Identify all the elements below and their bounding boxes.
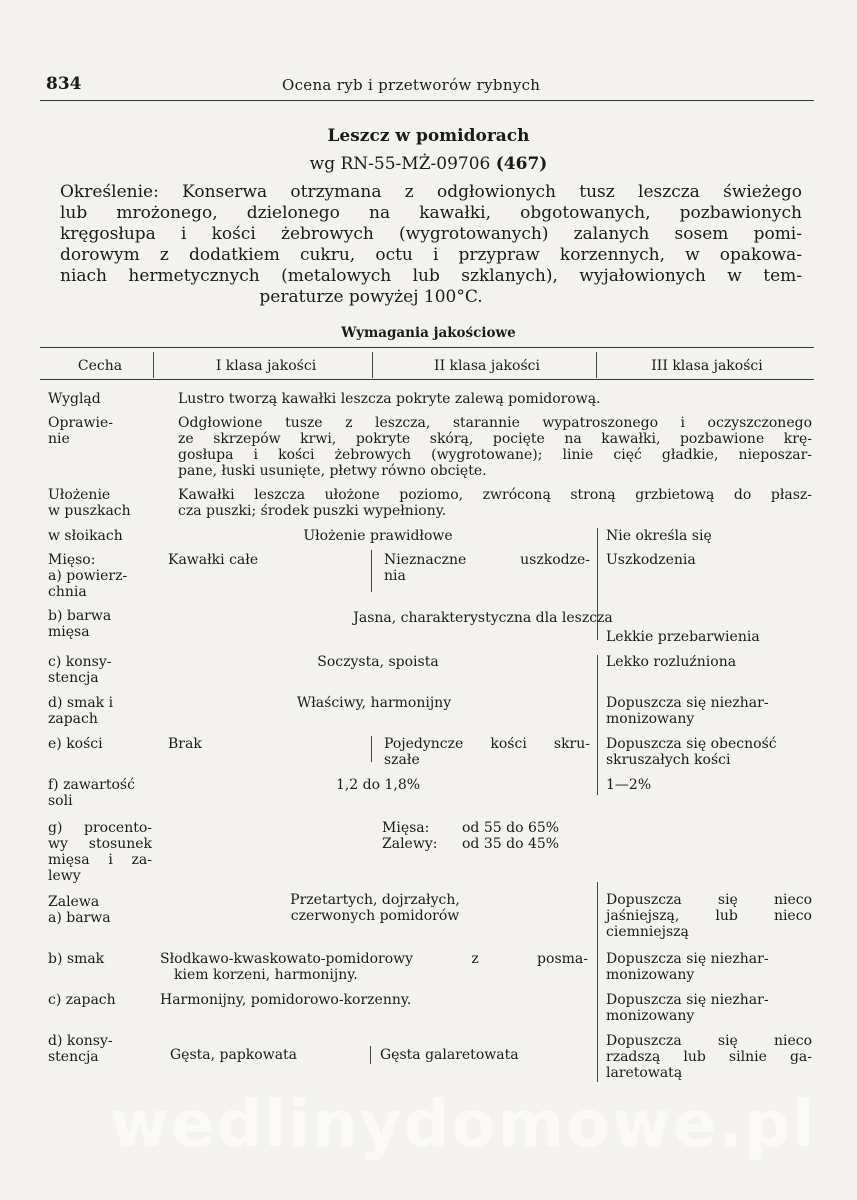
cecha-label: c) konsy- bbox=[48, 654, 112, 670]
cecha-label: nie bbox=[48, 431, 70, 447]
value-line: laretowatą bbox=[606, 1065, 683, 1081]
cecha-label: lewy bbox=[48, 868, 81, 884]
definition-line: dorowym z dodatkiem cukru, octu i przypraw korzennych, w opakowa- bbox=[60, 245, 802, 265]
smak-zapach-class-1-2: Właściwy, harmonijny bbox=[296, 695, 452, 711]
cecha-label: mięsa bbox=[48, 624, 90, 640]
cecha-konsystencja-miesa bbox=[48, 654, 152, 686]
smak-zapach-class-3 bbox=[606, 695, 769, 727]
cecha-label: d) konsy- bbox=[48, 1033, 113, 1049]
cecha-label: chnia bbox=[48, 584, 87, 600]
konsystencja-class-3: Lekko rozluźniona bbox=[606, 654, 737, 670]
value-line: kiem korzeni, harmonijny. bbox=[174, 967, 358, 983]
cecha-label: stencja bbox=[48, 1049, 99, 1065]
value-line: Dopuszcza się niezhar- bbox=[606, 992, 769, 1008]
cecha-wyglad bbox=[48, 391, 152, 407]
value-line: szałe bbox=[384, 752, 420, 768]
ratio-label: Mięsa: bbox=[382, 820, 430, 836]
header-rule bbox=[40, 100, 814, 101]
cecha-ulozenie-puszki bbox=[48, 487, 152, 519]
cecha-zalewa-konsystencja bbox=[48, 1033, 152, 1065]
value-line: Pojedyncze kości skru- bbox=[384, 736, 590, 752]
value-line: Słodkawo-kwaskowato-pomidorowy z posma- bbox=[160, 951, 588, 967]
cecha-label: Oprawie- bbox=[48, 415, 113, 431]
definition-line: Określenie: Konserwa otrzymana z odgłowionych tusz leszcza świeżego bbox=[60, 182, 802, 202]
zalewa-smak-class-3 bbox=[606, 951, 769, 983]
value-line: Przetartych, dojrzałych, bbox=[290, 892, 460, 908]
procentowy-zalewy bbox=[382, 836, 559, 852]
column-divider bbox=[597, 655, 598, 795]
sloiki-class-3: Nie określa się bbox=[606, 528, 712, 544]
oprawienie-value bbox=[178, 415, 812, 479]
cecha-label: soli bbox=[48, 793, 73, 809]
definition-line: kręgosłupa i kości żebrowych (wygrotowanych) zalanych sosem pomi- bbox=[60, 224, 802, 244]
value-line: jaśniejszą, lub nieco bbox=[606, 908, 812, 924]
cecha-label: f) zawartość bbox=[48, 777, 135, 793]
cecha-label: mięsa i za- bbox=[48, 852, 152, 868]
column-divider bbox=[597, 882, 598, 1082]
barwa-miesa-class-3: Lekkie przebarwienia bbox=[606, 629, 760, 645]
cecha-label: a) powierz- bbox=[48, 568, 128, 584]
column-divider bbox=[371, 550, 372, 592]
value-line: monizowany bbox=[606, 1008, 695, 1024]
header-class-3: III klasa jakości bbox=[651, 358, 763, 374]
cecha-label: b) barwa bbox=[48, 608, 112, 624]
value-line: cza puszki; środek puszki wypełniony. bbox=[178, 503, 447, 519]
ulozenie-puszki-value bbox=[178, 487, 812, 519]
powierzchnia-class-1: Kawałki całe bbox=[168, 552, 259, 568]
header-divider bbox=[596, 352, 597, 378]
procentowy-miesa bbox=[382, 820, 559, 836]
value-line: rzadszą lub silnie ga- bbox=[606, 1049, 812, 1065]
value-line: gosłupa i kości żebrowych (wygrotowane); linie cięć gładkie, nieposzar- bbox=[178, 447, 812, 463]
zalewa-konsystencja-class-3 bbox=[606, 1033, 812, 1081]
header-divider bbox=[372, 352, 373, 378]
cecha-label: wy stosunek bbox=[48, 836, 152, 852]
cecha-zalewa-smak bbox=[48, 951, 152, 967]
standard-reference bbox=[0, 154, 857, 174]
value-line: skruszałych kości bbox=[606, 752, 731, 768]
value-word: Nieznaczne bbox=[384, 552, 467, 568]
cecha-label: w puszkach bbox=[48, 503, 131, 519]
value-line: Odgłowione tusze z leszcza, starannie wypatroszonego i oczyszczonego bbox=[178, 415, 812, 431]
cecha-label: w słoikach bbox=[48, 528, 123, 544]
barwa-miesa-all: Jasna, charakterystyczna dla leszcza bbox=[353, 610, 613, 626]
value-line: monizowany bbox=[606, 967, 695, 983]
powierzchnia-class-2 bbox=[384, 552, 590, 584]
cecha-label: d) smak i bbox=[48, 695, 114, 711]
requirements-title: Wymagania jakościowe bbox=[341, 325, 516, 341]
table-header-rule bbox=[40, 379, 814, 380]
sol-class-3: 1—2% bbox=[606, 777, 652, 793]
zalewa-barwa-class-1-2 bbox=[160, 892, 590, 924]
watermark: wedlinydomowe.pl bbox=[110, 1088, 817, 1162]
value-word: uszkodze- bbox=[520, 552, 590, 568]
standard-number: (467) bbox=[495, 154, 548, 174]
cecha-zalewa-zapach bbox=[48, 992, 152, 1008]
cecha-barwa-miesa bbox=[48, 608, 152, 640]
zalewa-smak-class-1-2 bbox=[160, 951, 588, 983]
cecha-zalewa-barwa bbox=[48, 894, 152, 926]
cecha-label: Wygląd bbox=[48, 391, 101, 407]
wyglad-value: Lustro tworzą kawałki leszcza pokryte zalewą pomidorową. bbox=[178, 391, 601, 407]
kosci-class-1: Brak bbox=[168, 736, 202, 752]
definition-paragraph bbox=[60, 182, 802, 308]
header-class-2: II klasa jakości bbox=[434, 358, 540, 374]
document-title: Leszcz w pomidorach bbox=[327, 126, 530, 146]
zalewa-konsystencja-class-2: Gęsta galaretowata bbox=[380, 1047, 519, 1063]
ratio-label: Zalewy: bbox=[382, 836, 438, 852]
cecha-label: Ułożenie bbox=[48, 487, 111, 503]
header-cecha: Cecha bbox=[77, 358, 123, 374]
value-line: Dopuszcza się niezhar- bbox=[606, 951, 769, 967]
kosci-class-2 bbox=[384, 736, 590, 768]
cecha-sol bbox=[48, 777, 152, 809]
cecha-label: a) barwa bbox=[48, 910, 111, 926]
sol-class-1-2: 1,2 do 1,8% bbox=[335, 777, 421, 793]
value-line: czerwonych pomidorów bbox=[290, 908, 460, 924]
cecha-label: zapach bbox=[48, 711, 98, 727]
cecha-sloiki bbox=[48, 528, 152, 544]
sloiki-class-1-2: Ułożenie prawidłowe bbox=[303, 528, 453, 544]
value-line: pane, łuski usunięte, płetwy równo obcięte. bbox=[178, 463, 487, 479]
cecha-label: e) kości bbox=[48, 736, 103, 752]
zalewa-barwa-class-3 bbox=[606, 892, 812, 940]
powierzchnia-class-3: Uszkodzenia bbox=[606, 552, 696, 568]
value-line: monizowany bbox=[606, 711, 695, 727]
value-line: nia bbox=[384, 568, 406, 584]
value-line: Dopuszcza się nieco bbox=[606, 1033, 812, 1049]
definition-line: peraturze powyżej 100°C. bbox=[259, 287, 483, 307]
standard-code: wg RN-55-MŻ-09706 bbox=[309, 154, 491, 174]
zalewa-konsystencja-class-1: Gęsta, papkowata bbox=[170, 1047, 298, 1063]
value-line: Dopuszcza się obecność bbox=[606, 736, 777, 752]
cecha-mieso-powierzchnia bbox=[48, 552, 152, 600]
table-top-rule bbox=[40, 347, 814, 348]
column-divider bbox=[371, 736, 372, 762]
zalewa-zapach-class-3 bbox=[606, 992, 769, 1024]
kosci-class-3 bbox=[606, 736, 777, 768]
cecha-label: Zalewa bbox=[48, 894, 100, 910]
definition-line: niach hermetycznych (metalowych lub szklanych), wyjałowionych w tem- bbox=[60, 266, 802, 286]
konsystencja-class-1-2: Soczysta, spoista bbox=[317, 654, 439, 670]
value-line: ze skrzepów krwi, pokryte skórą, pocięte na kawałki, pozbawione krę- bbox=[178, 431, 812, 447]
value-line: ciemniejszą bbox=[606, 924, 689, 940]
column-divider bbox=[370, 1046, 371, 1064]
header-class-1: I klasa jakości bbox=[215, 358, 317, 374]
cecha-label: stencja bbox=[48, 670, 99, 686]
cecha-kosci bbox=[48, 736, 152, 752]
cecha-label: Mięso: bbox=[48, 552, 96, 568]
cecha-label: c) zapach bbox=[48, 992, 116, 1008]
header-divider bbox=[153, 352, 154, 378]
cecha-oprawienie bbox=[48, 415, 152, 447]
cecha-label: g) procento- bbox=[48, 820, 152, 836]
page-number: 834 bbox=[46, 74, 82, 94]
zalewa-zapach-class-1-2: Harmonijny, pomidorowo-korzenny. bbox=[160, 992, 412, 1008]
ratio-value: od 35 do 45% bbox=[462, 836, 560, 852]
running-title: Ocena ryb i przetworów rybnych bbox=[282, 76, 541, 94]
cecha-procentowy bbox=[48, 820, 152, 884]
value-line: Kawałki leszcza ułożone poziomo, zwróconą stroną grzbietową do płasz- bbox=[178, 487, 812, 503]
ratio-value: od 55 do 65% bbox=[462, 820, 560, 836]
value-line: Dopuszcza się nieco bbox=[606, 892, 812, 908]
cecha-smak-zapach bbox=[48, 695, 152, 727]
cecha-label: b) smak bbox=[48, 951, 105, 967]
value-line: Dopuszcza się niezhar- bbox=[606, 695, 769, 711]
definition-line: lub mrożonego, dzielonego na kawałki, obgotowanych, pozbawionych bbox=[60, 203, 802, 223]
